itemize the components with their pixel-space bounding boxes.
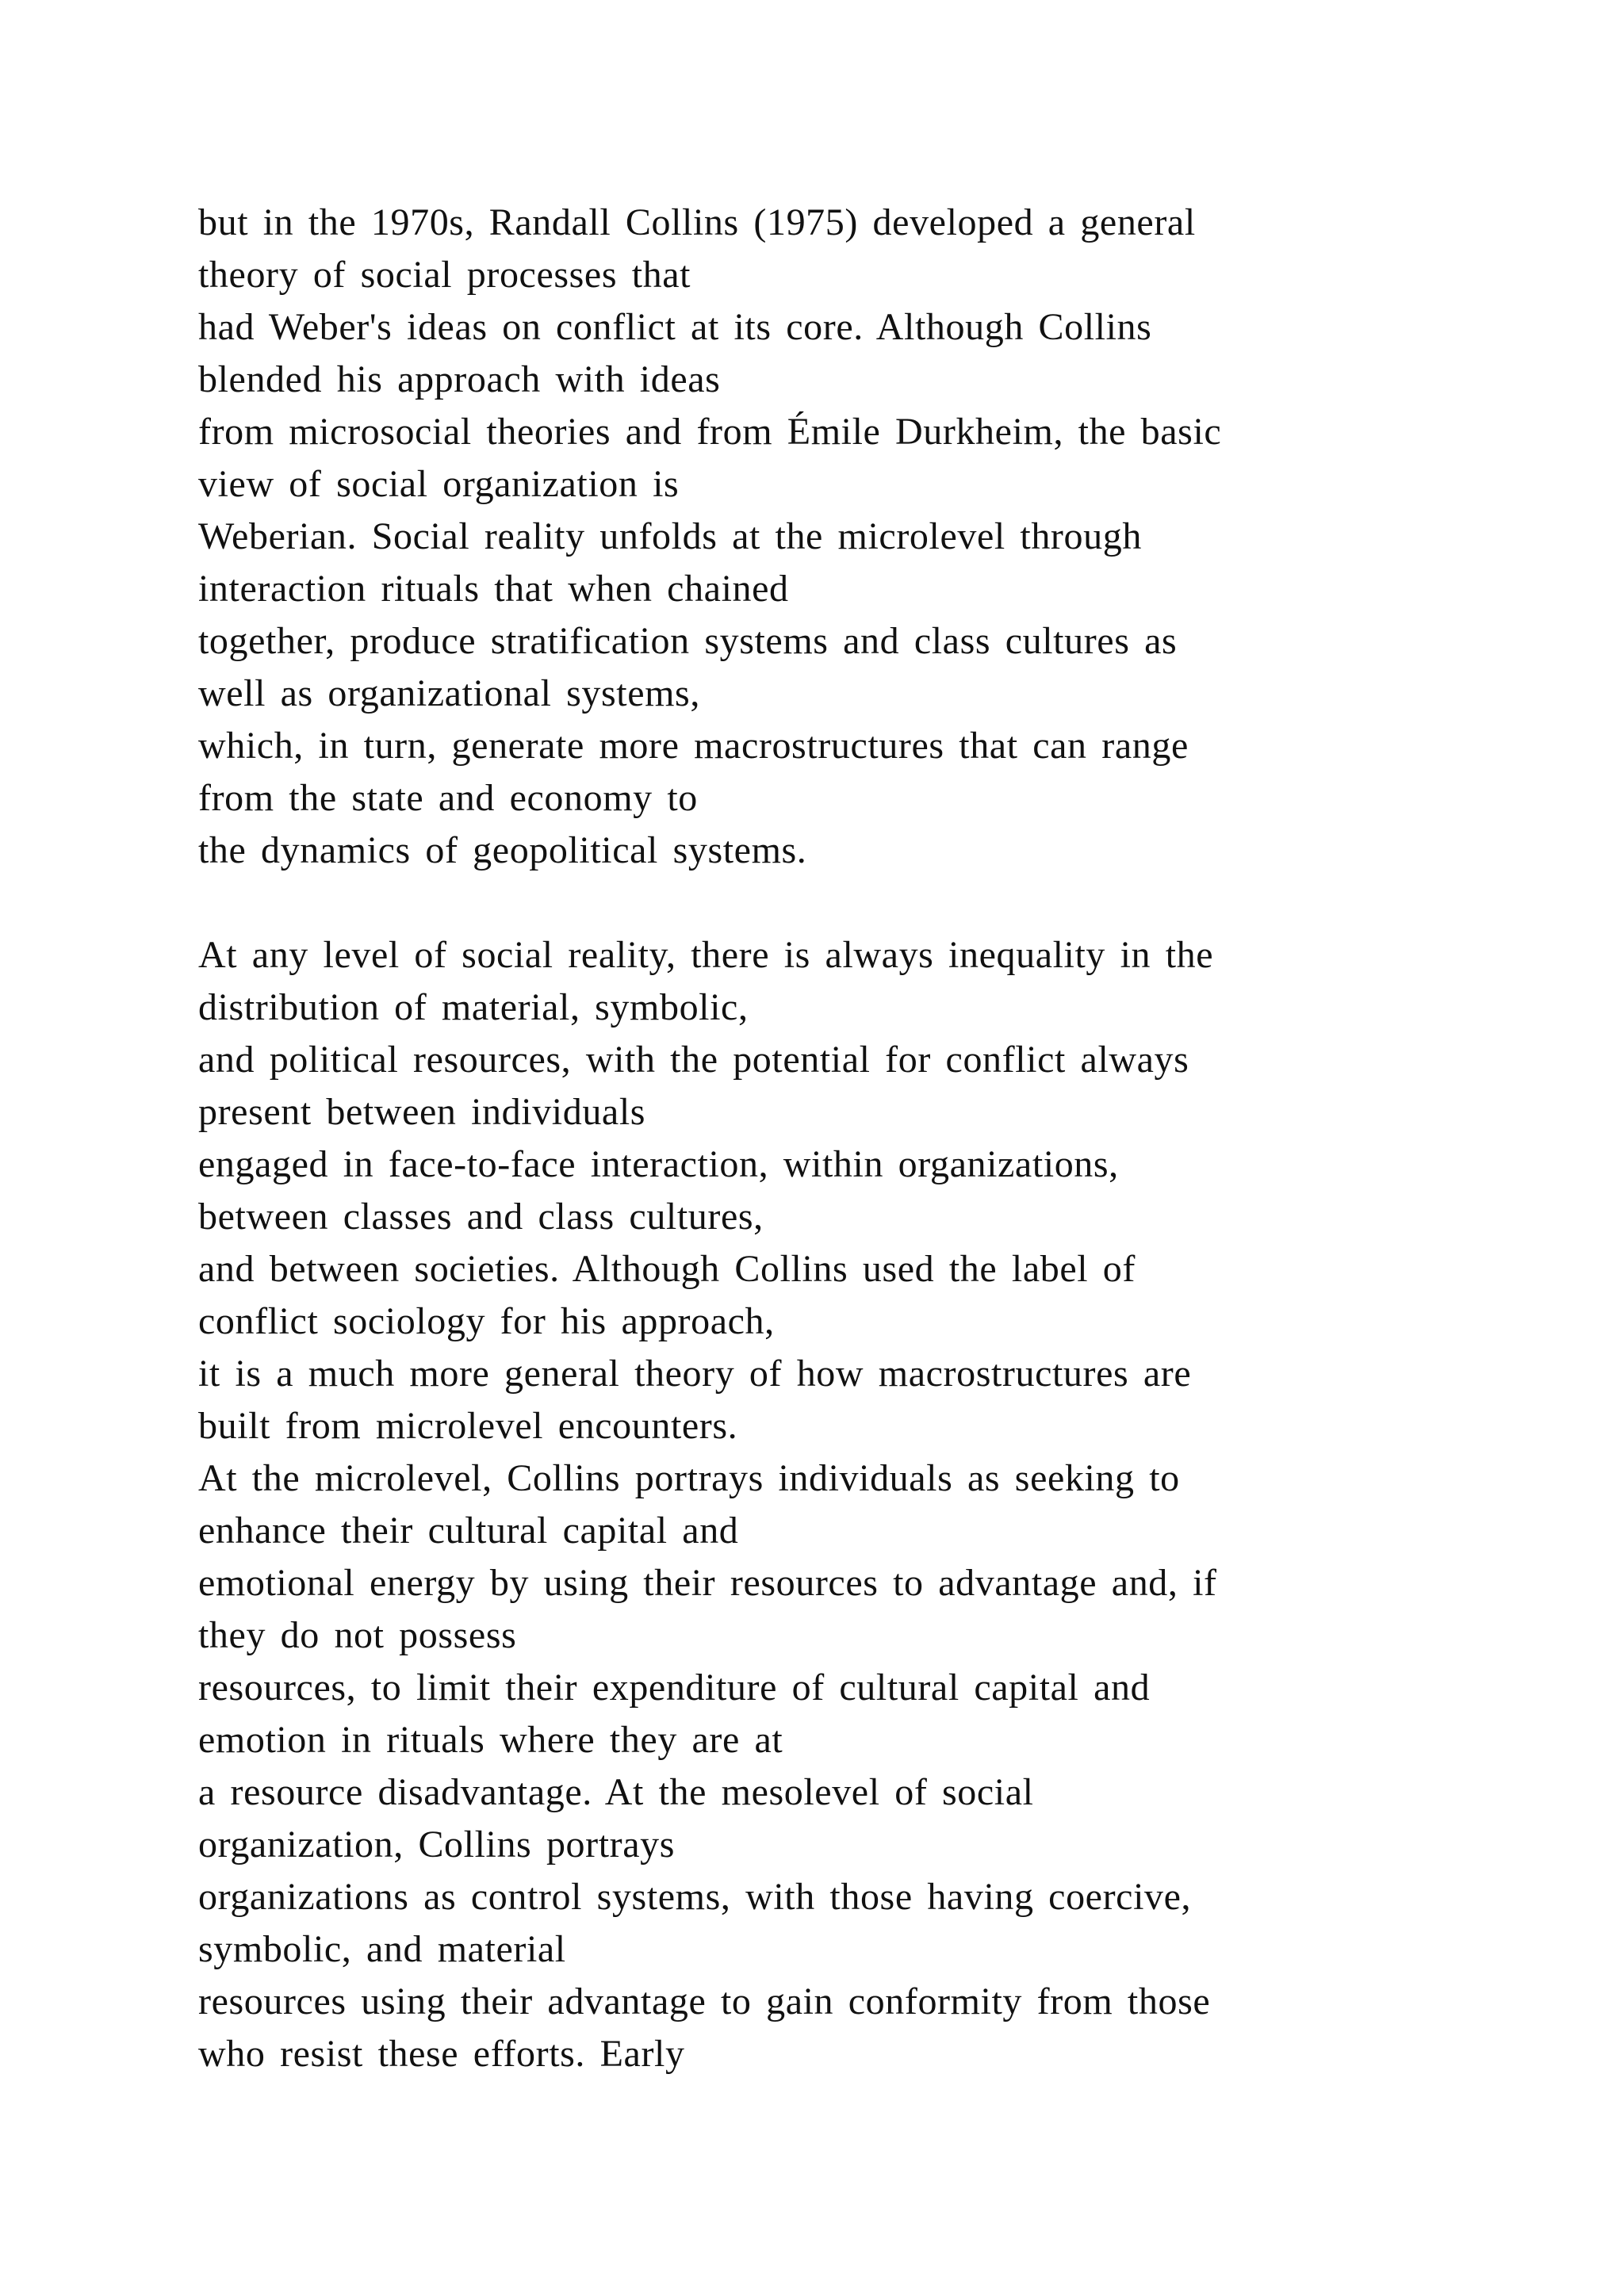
text-line: resources using their advantage to gain conformity from those	[198, 1980, 1211, 2022]
text-line: distribution of material, symbolic,	[198, 986, 749, 1028]
text-line: but in the 1970s, Randall Collins (1975) developed a general	[198, 201, 1196, 243]
text-line: and political resources, with the potential for conflict always	[198, 1039, 1189, 1081]
text-line: engaged in face-to-face interaction, within organizations,	[198, 1143, 1119, 1185]
text-line: theory of social processes that	[198, 254, 691, 296]
text-line: blended his approach with ideas	[198, 358, 721, 400]
text-line: together, produce stratification systems and class cultures as	[198, 620, 1178, 662]
text-line: they do not possess	[198, 1614, 517, 1656]
text-line: organizations as control systems, with those having coercive,	[198, 1876, 1192, 1918]
text-line: had Weber's ideas on conflict at its core. Although Collins	[198, 306, 1152, 348]
text-line: from the state and economy to	[198, 777, 698, 819]
text-line: Weberian. Social reality unfolds at the microlevel through	[198, 515, 1142, 557]
text-line: between classes and class cultures,	[198, 1196, 764, 1238]
text-line: from microsocial theories and from Émile Durkheim, the basic	[198, 411, 1222, 453]
text-line: who resist these efforts. Early	[198, 2033, 685, 2075]
paragraph-spacer	[198, 877, 1435, 929]
text-line: view of social organization is	[198, 463, 680, 505]
text-line: interaction rituals that when chained	[198, 568, 789, 610]
text-line: a resource disadvantage. At the mesolevel of social	[198, 1771, 1034, 1813]
text-line: enhance their cultural capital and	[198, 1510, 739, 1552]
text-line: emotion in rituals where they are at	[198, 1719, 783, 1761]
paragraph-2	[198, 929, 1435, 2080]
text-line: the dynamics of geopolitical systems.	[198, 829, 807, 871]
text-line: built from microlevel encounters.	[198, 1405, 738, 1447]
text-line: present between individuals	[198, 1091, 646, 1133]
paragraph-1	[198, 197, 1435, 877]
text-line: which, in turn, generate more macrostructures that can range	[198, 725, 1189, 767]
document-body	[198, 197, 1435, 2080]
text-line: conflict sociology for his approach,	[198, 1300, 775, 1342]
text-line: At the microlevel, Collins portrays individuals as seeking to	[198, 1457, 1180, 1499]
text-line: symbolic, and material	[198, 1928, 566, 1970]
text-line: At any level of social reality, there is always inequality in the	[198, 934, 1214, 976]
text-line: it is a much more general theory of how macrostructures are	[198, 1353, 1192, 1395]
text-line: organization, Collins portrays	[198, 1823, 676, 1866]
text-line: emotional energy by using their resources to advantage and, if	[198, 1562, 1217, 1604]
text-line: and between societies. Although Collins used the label of	[198, 1248, 1136, 1290]
text-line: well as organizational systems,	[198, 672, 700, 714]
text-line: resources, to limit their expenditure of cultural capital and	[198, 1667, 1151, 1709]
